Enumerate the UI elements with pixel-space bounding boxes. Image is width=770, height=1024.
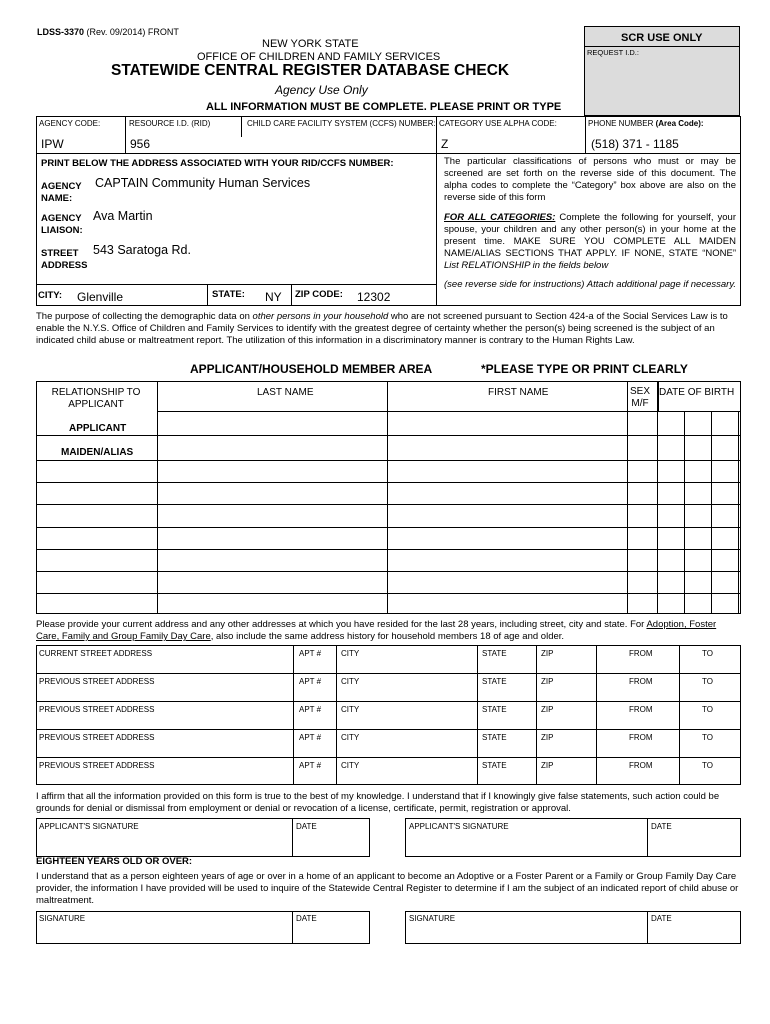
address-state-label: STATE <box>482 705 507 714</box>
address-from-label: FROM <box>629 649 653 658</box>
household-member-row[interactable] <box>158 412 738 434</box>
applicant-date-label-2: DATE <box>651 822 672 831</box>
address-zip-label: ZIP <box>541 761 554 770</box>
request-id-label: REQUEST I.D.: <box>587 48 639 57</box>
col-first-name: FIRST NAME <box>488 387 549 398</box>
household-heading: APPLICANT/HOUSEHOLD MEMBER AREA <box>190 362 433 376</box>
eighteen-text: I understand that as a person eighteen years of age or over in a home of an applicant to become an Adoptive or a Foster Parent or a Family or Group Family Day Care provider, the information I have provided will be used to inquire of the Statewide Central Register to determine if I am the subject of an indicated report of child abuse or maltreatment. <box>36 871 739 906</box>
household-member-row[interactable] <box>158 505 738 526</box>
agency-office: OFFICE OF CHILDREN AND FAMILY SERVICES <box>197 51 441 63</box>
address-zip-label: ZIP <box>541 649 554 658</box>
date-label-1: DATE <box>296 914 317 923</box>
classification-info: The particular classifications of persons who must or may be screened are set forth on the reverse side of this document. The alpha codes to complete the “Category” box above are also on the reverse side of this form <box>444 156 736 203</box>
form-id: LDSS-3370 (Rev. 09/2014) FRONT <box>37 27 179 37</box>
address-history-intro: Please provide your current address and any other addresses at which you have resided for the last 28 years, including street, city and state. For Adoption, Foster Care, Family and Group Family Day Care, also include the same address history for household members 18 of age and older. <box>36 619 717 642</box>
signature-box-1[interactable] <box>36 911 370 944</box>
address-to-label: TO <box>702 649 713 658</box>
agency-code-field[interactable]: IPW <box>41 137 64 151</box>
applicant-signature-label-1: APPLICANT'S SIGNATURE <box>39 822 139 831</box>
address-state-label: STATE <box>482 677 507 686</box>
household-table <box>36 381 741 614</box>
address-street-label: PREVIOUS STREET ADDRESS <box>39 705 155 714</box>
complete-notice: ALL INFORMATION MUST BE COMPLETE. PLEASE PRINT OR TYPE <box>206 101 562 113</box>
street-label: STREET ADDRESS <box>41 248 88 271</box>
household-member-row[interactable] <box>158 436 738 459</box>
resource-id-label: RESOURCE I.D. (RID) <box>129 119 211 128</box>
address-street-label: PREVIOUS STREET ADDRESS <box>39 733 155 742</box>
address-apt-label: APT # <box>299 649 322 658</box>
col-relationship: RELATIONSHIP TO APPLICANT <box>51 387 141 410</box>
state-field[interactable]: NY <box>265 290 282 304</box>
household-member-row[interactable] <box>158 528 738 548</box>
address-state-label: STATE <box>482 649 507 658</box>
address-state-label: STATE <box>482 733 507 742</box>
address-apt-label: APT # <box>299 705 322 714</box>
address-city-label: CITY <box>341 705 360 714</box>
address-street-label: PREVIOUS STREET ADDRESS <box>39 677 155 686</box>
address-zip-label: ZIP <box>541 677 554 686</box>
address-city-label: CITY <box>341 733 360 742</box>
agency-name-label: AGENCY NAME: <box>41 181 82 204</box>
scr-use-box <box>584 26 740 116</box>
address-apt-label: APT # <box>299 761 322 770</box>
street-field[interactable]: 543 Saratoga Rd. <box>93 243 191 257</box>
signature-box-2[interactable] <box>405 911 741 944</box>
liaison-field[interactable]: Ava Martin <box>93 209 153 223</box>
address-history-row[interactable] <box>37 659 740 672</box>
col-dob: DATE OF BIRTH <box>659 387 735 398</box>
address-to-label: TO <box>702 677 713 686</box>
page-title: STATEWIDE CENTRAL REGISTER DATABASE CHECK <box>111 62 510 79</box>
ccfs-number-field[interactable] <box>245 135 433 151</box>
ccfs-number-label: CHILD CARE FACILITY SYSTEM (CCFS) NUMBER: <box>247 119 436 128</box>
city-label: CITY: <box>38 290 63 301</box>
address-from-label: FROM <box>629 705 653 714</box>
phone-field[interactable]: (518) 371 - 1185 <box>591 137 679 151</box>
all-categories-info: FOR ALL CATEGORIES: Complete the following for yourself, your spouse, your children and any other person(s) in your home at the present time. MAKE SURE YOU COMPLETE ALL MAIDEN NAME/ALIAS SECTIONS THAT APPLY. IF NONE, STATE “NONE” List RELATIONSHIP in the fields below <box>444 212 736 271</box>
address-city-label: CITY <box>341 761 360 770</box>
household-member-row[interactable] <box>158 572 738 592</box>
address-zip-label: ZIP <box>541 733 554 742</box>
address-from-label: FROM <box>629 677 653 686</box>
reverse-side-note: (see reverse side for instructions) Attach additional page if necessary. <box>444 279 737 290</box>
address-city-label: CITY <box>341 677 360 686</box>
address-history-row[interactable] <box>37 743 740 756</box>
agency-name-field[interactable]: CAPTAIN Community Human Services <box>95 176 311 190</box>
address-street-label: PREVIOUS STREET ADDRESS <box>39 761 155 770</box>
zip-field[interactable]: 12302 <box>357 290 391 304</box>
scr-title: SCR USE ONLY <box>621 32 703 44</box>
address-history-row[interactable] <box>37 687 740 700</box>
address-state-label: STATE <box>482 761 507 770</box>
row-applicant-label: APPLICANT <box>69 423 127 434</box>
household-member-row[interactable] <box>158 461 738 481</box>
signature-label-1: SIGNATURE <box>39 914 86 923</box>
col-sex: SEX M/F <box>629 386 650 409</box>
address-apt-label: APT # <box>299 733 322 742</box>
applicant-date-label-1: DATE <box>296 822 317 831</box>
address-from-label: FROM <box>629 761 653 770</box>
purpose-paragraph: The purpose of collecting the demographic data on other persons in your household who are not screened pursuant to Section 424-a of the Social Services Law is to enable the N.Y.S. Office of Children and Family Services to identify with the greatest degree of certainty whether the person(s) being screened is the subject of an indicated child abuse or maltreatment report. The utilization of this information in a discriminatory manner is contrary to the Human Rights Law. <box>36 311 728 346</box>
eighteen-heading: EIGHTEEN YEARS OLD OR OVER: <box>36 856 193 867</box>
agency-state: NEW YORK STATE <box>262 38 359 50</box>
category-code-field[interactable]: Z <box>441 137 449 151</box>
phone-label: PHONE NUMBER (Area Code): <box>588 119 704 128</box>
liaison-label: AGENCY LIAISON: <box>41 213 83 236</box>
signature-label-2: SIGNATURE <box>409 914 456 923</box>
address-heading: PRINT BELOW THE ADDRESS ASSOCIATED WITH YOUR RID/CCFS NUMBER: <box>41 158 394 169</box>
address-from-label: FROM <box>629 733 653 742</box>
category-code-label: CATEGORY USE ALPHA CODE: <box>439 119 557 128</box>
print-clearly-note: *PLEASE TYPE OR PRINT CLEARLY <box>481 362 688 376</box>
applicant-signature-label-2: APPLICANT'S SIGNATURE <box>409 822 509 831</box>
address-to-label: TO <box>702 705 713 714</box>
address-street-label: CURRENT STREET ADDRESS <box>39 649 153 658</box>
affirmation-text: I affirm that all the information provided on this form is true to the best of my knowledge. I understand that if I knowingly give false statements, such action could be grounds for denial or dismissal from employment or denial or revocation of a license, certificate, permit, registration or approval. <box>36 791 720 814</box>
address-history-row[interactable] <box>37 715 740 728</box>
agency-code-label: AGENCY CODE: <box>39 119 101 128</box>
address-apt-label: APT # <box>299 677 322 686</box>
address-zip-label: ZIP <box>541 705 554 714</box>
household-member-row[interactable] <box>158 550 738 570</box>
address-to-label: TO <box>702 761 713 770</box>
household-member-row[interactable] <box>158 483 738 503</box>
date-label-2: DATE <box>651 914 672 923</box>
zip-label: ZIP CODE: <box>295 289 343 300</box>
resource-id-field[interactable]: 956 <box>130 137 151 151</box>
address-to-label: TO <box>702 733 713 742</box>
state-label: STATE: <box>212 289 245 300</box>
agency-use-only: Agency Use Only <box>275 83 368 97</box>
row-maiden-label: MAIDEN/ALIAS <box>61 447 134 458</box>
address-city-label: CITY <box>341 649 360 658</box>
household-member-row[interactable] <box>158 594 738 612</box>
address-history-row[interactable] <box>37 771 740 784</box>
city-field[interactable]: Glenville <box>77 290 124 304</box>
col-last-name: LAST NAME <box>257 387 314 398</box>
